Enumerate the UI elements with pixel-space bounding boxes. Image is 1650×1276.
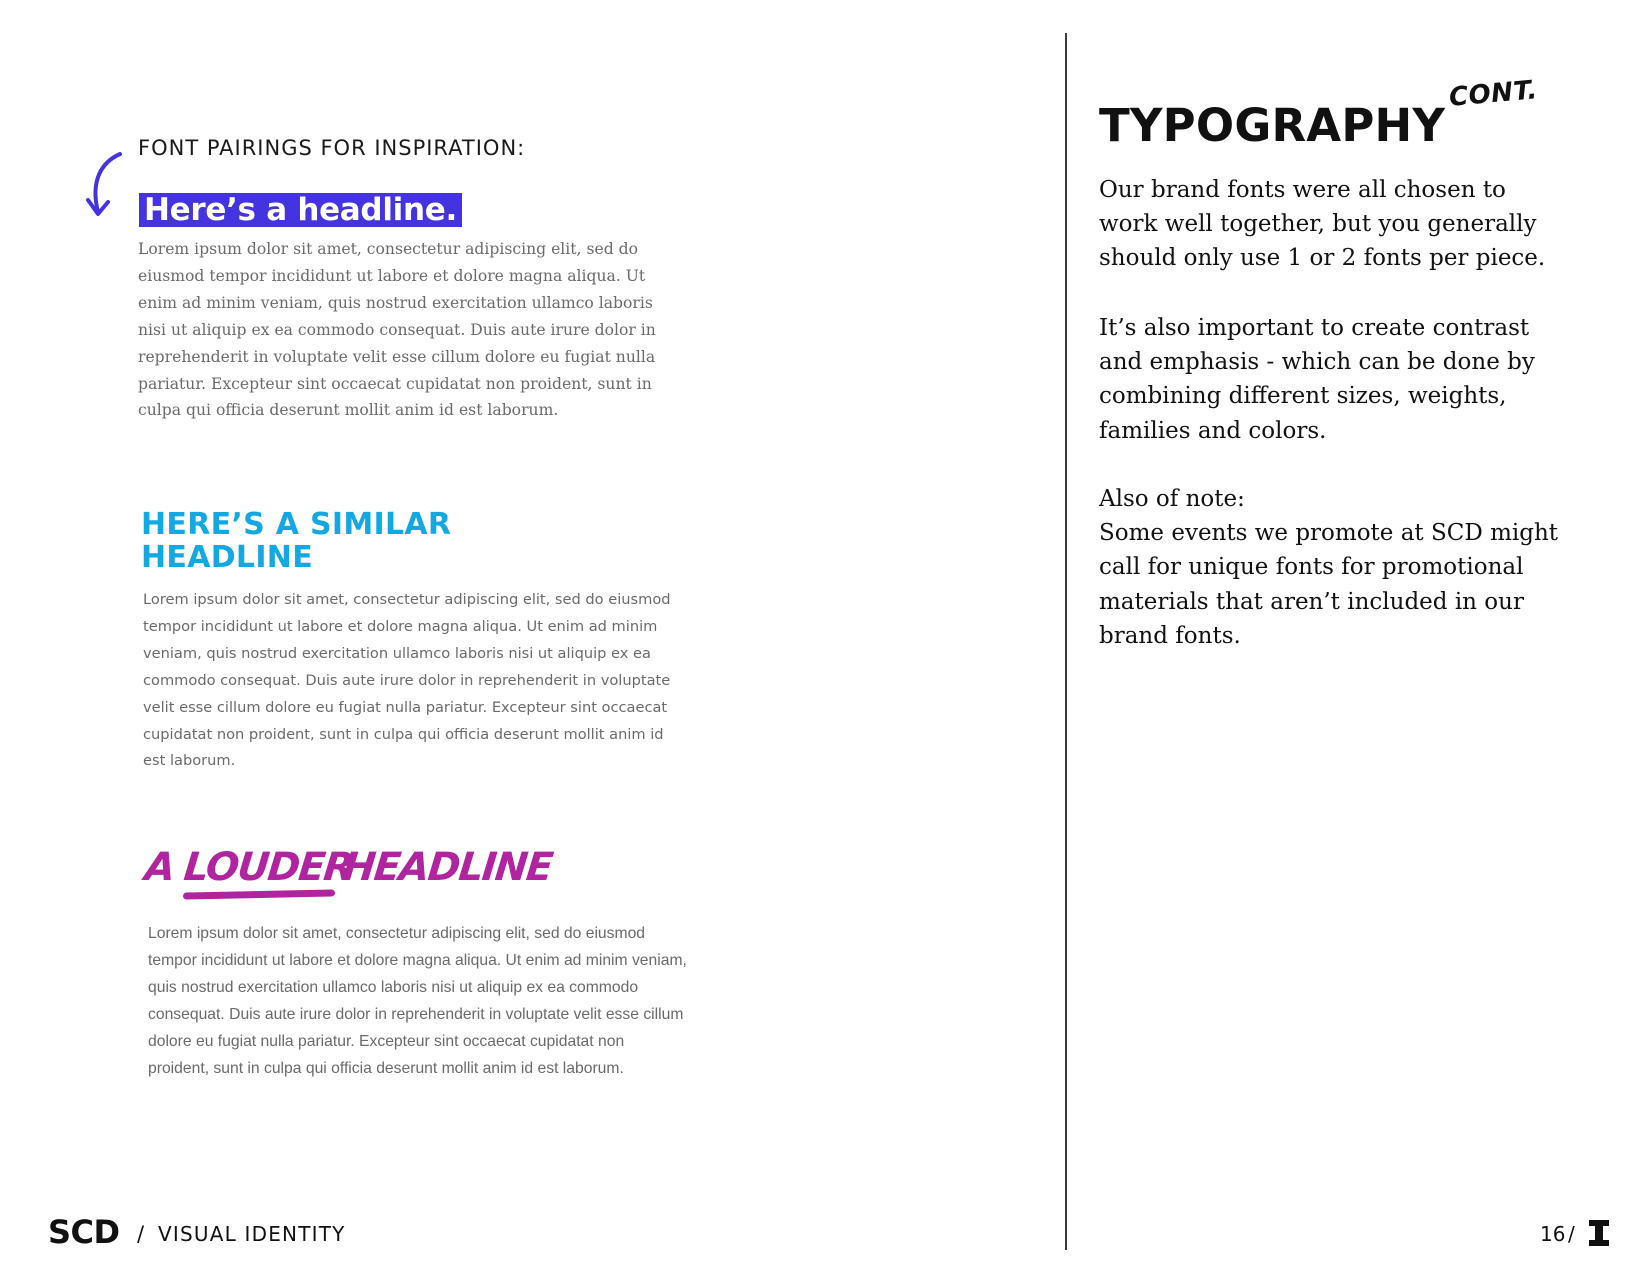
- footer-logo: SCD: [48, 1213, 120, 1251]
- sample-headline-similar: [141, 508, 641, 574]
- paragraph-note: [1099, 482, 1569, 653]
- sample-headline-similar-line1: HERE’S A SIMILAR: [141, 507, 452, 542]
- louder-headline-word-a: A: [142, 845, 177, 890]
- title-continued-note: CONT.: [1447, 75, 1539, 113]
- paragraph-contrast: It’s also important to create contrast and emphasis - which can be done by combining different sizes, weights, families and colors.: [1099, 315, 1535, 444]
- sample-body-serif: Lorem ipsum dolor sit amet, consectetur adipiscing elit, sed do eiusmod tempor incididunt ut labore et dolore magna aliqua. Ut enim ad minim veniam, quis nostrud exercitation ullamco laboris nisi ut aliquip ex ea commodo consequat. Duis aute irure dolor in reprehenderit in voluptate velit esse cillum dolore eu fugiat nulla pariatur. Excepteur sint occaecat cupidatat non proident, sunt in culpa qui officia deserunt mollit anim id est laborum.: [138, 240, 656, 420]
- sample-headline-highlighted: Here’s a headline.: [139, 193, 462, 227]
- louder-headline-word-louder: LOUDER: [181, 845, 355, 890]
- page-number: 16: [1540, 1222, 1566, 1246]
- sample-body-humanist: Lorem ipsum dolor sit amet, consectetur adipiscing elit, sed do eiusmod tempor incididunt ut labore et dolore magna aliqua. Ut enim ad minim veniam, quis nostrud exercitation ullamco laboris nisi ut aliquip ex ea commodo consequat. Duis aute irure dolor in reprehenderit in voluptate velit esse cillum dolore eu fugiat nulla pariatur. Excepteur sint occaecat cupidatat non proident, sunt in culpa qui officia deserunt mollit anim id est laborum.: [148, 925, 687, 1077]
- curved-arrow-down-icon: [82, 150, 126, 222]
- page-title: TYPOGRAPHY: [1099, 99, 1446, 152]
- louder-headline-word-headline: HEADLINE: [340, 845, 554, 890]
- sample-headline-similar-line2: HEADLINE: [141, 540, 313, 575]
- sample-body-sans: Lorem ipsum dolor sit amet, consectetur adipiscing elit, sed do eiusmod tempor incididunt ut labore et dolore magna aliqua. Ut enim ad minim veniam, quis nostrud exercitation ullamco laboris nisi ut aliquip ex ea commodo consequat. Duis aute irure dolor in reprehenderit in voluptate velit esse cillum dolore eu fugiat nulla pariatur. Excepteur sint occaecat cupidatat non proident, sunt in culpa qui officia deserunt mollit anim id est laborum.: [143, 591, 671, 770]
- page-number-separator: /: [1568, 1222, 1575, 1246]
- font-pairings-title: FONT PAIRINGS FOR INSPIRATION:: [138, 136, 526, 160]
- footer-section-label: VISUAL IDENTITY: [158, 1222, 346, 1246]
- page-divider: [1065, 33, 1067, 1250]
- i-beam-icon: [1589, 1220, 1609, 1246]
- note-body: Some events we promote at SCD might call for unique fonts for promotional materials that aren’t included in our brand fonts.: [1099, 520, 1559, 649]
- note-lead: Also of note:: [1099, 486, 1245, 512]
- footer-separator: /: [137, 1222, 145, 1246]
- sample-headline-louder: [142, 843, 554, 907]
- paragraph-fonts-together: Our brand fonts were all chosen to work well together, but you generally should only use 1 or 2 fonts per piece.: [1099, 177, 1546, 272]
